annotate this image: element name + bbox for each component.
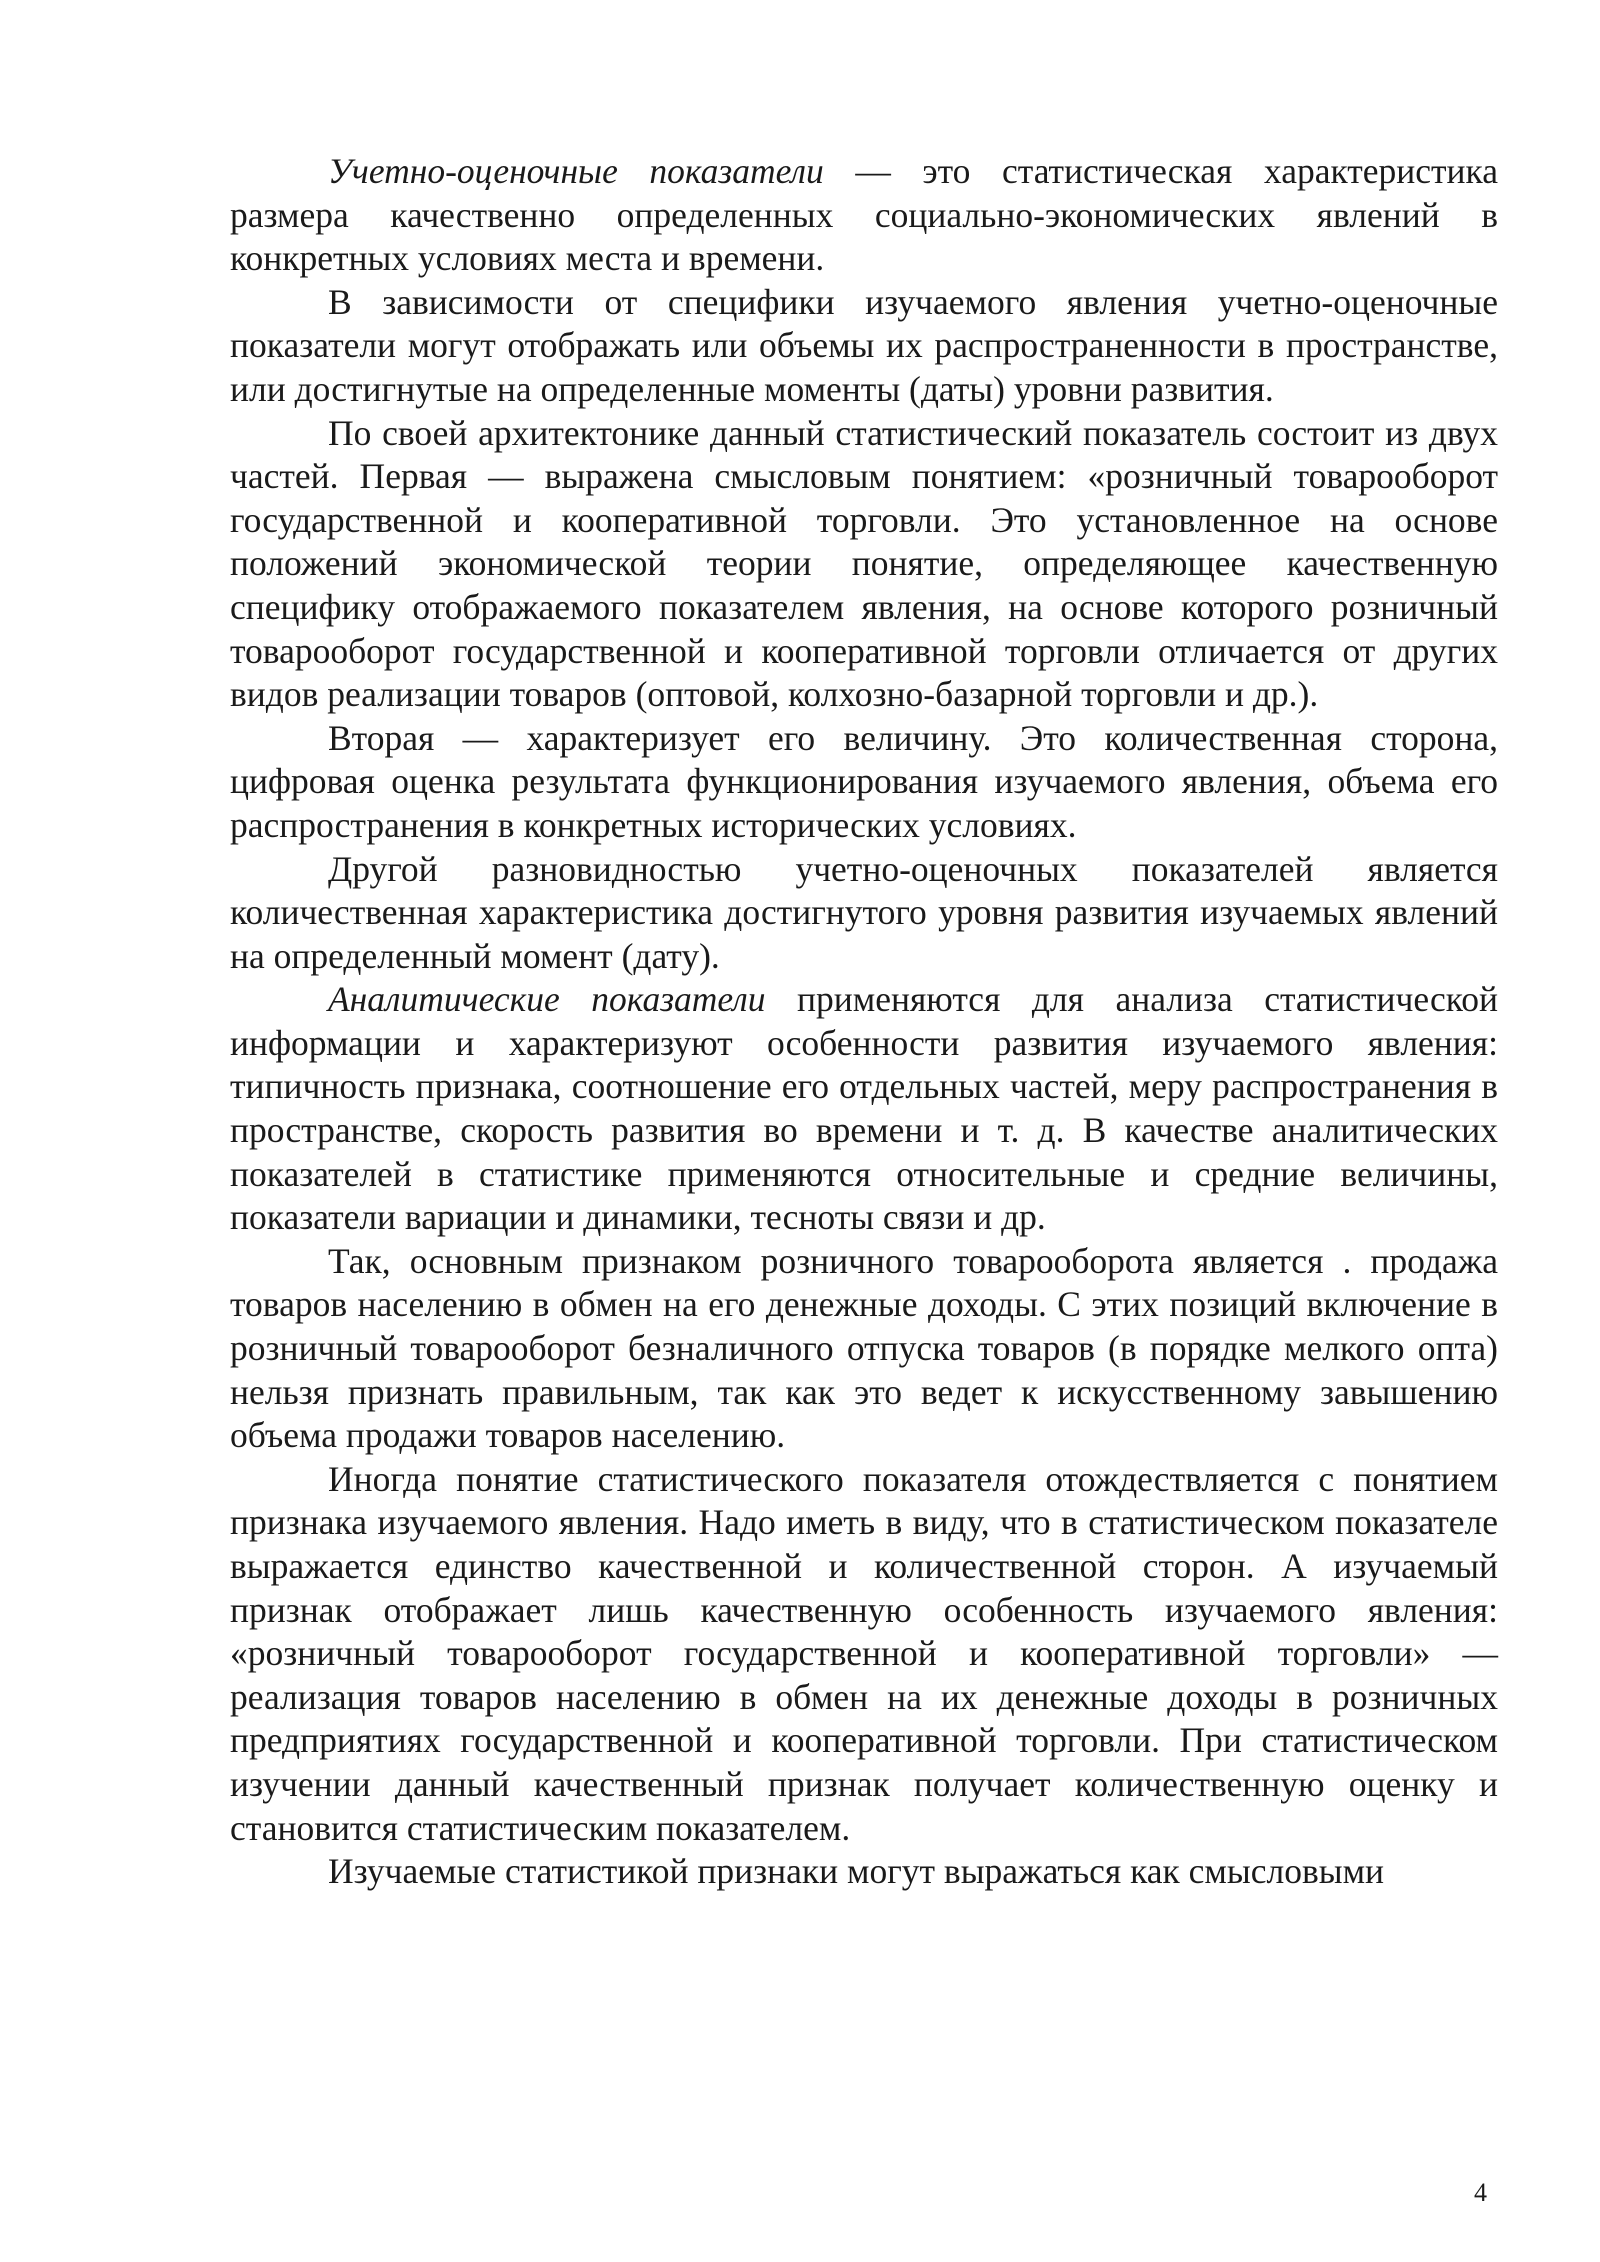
- paragraph-text: — это статистическая характеристика размера качественно определенных социально-экономических явлений в конкретных условиях места и времени.: [230, 151, 1499, 279]
- paragraph-architectonics: [230, 412, 1498, 717]
- paragraph-studied-features: [230, 1850, 1498, 1894]
- paragraph-text: Вторая — характеризует его величину. Это количественная сторона, цифровая оценка результата функционирования изучаемого явления, объема его распространения в конкретных исторических условиях.: [230, 717, 1498, 845]
- term-accounting-indicators: Учетно-оценочные показатели: [328, 151, 824, 191]
- paragraph-accounting-indicators: [230, 150, 1498, 281]
- paragraph-main-feature: [230, 1240, 1498, 1458]
- paragraph-text: Иногда понятие статистического показателя отождествляется с понятием признака изучаемого явления. Надо иметь в виду, что в статистическом показателе выражается единство качественной и количественной сторон. А изучаемый признак отображает лишь качественную особенность изучаемого явления: «розничный товарооборот государственной и кооперативной торговли» — реализация товаров населению в обмен на их денежные доходы в розничных предприятиях государственной и кооперативной торговли. При статистическом изучении данный качественный признак получает количественную оценку и становится статистическим показателем.: [230, 1458, 1498, 1848]
- term-analytical-indicators: Аналитические показатели: [328, 979, 766, 1020]
- paragraph-another-variety: [230, 848, 1498, 979]
- paragraph-second-part: [230, 717, 1498, 848]
- body-text: [230, 150, 1498, 1894]
- paragraph-text: Другой разновидностью учетно-оценочных показателей является количественная характеристика достигнутого уровня развития изучаемых явлений на определенный момент (дату).: [230, 848, 1498, 976]
- paragraph-analytical-indicators: [230, 978, 1498, 1240]
- paragraph-text: Изучаемые статистикой признаки могут выражаться как смысловыми: [328, 1851, 1385, 1892]
- paragraph-dependence: [230, 281, 1498, 412]
- paragraph-text: применяются для анализа статистической информации и характеризуют особенности развития изучаемого явления: типичность признака, соотношение его отдельных частей, меру распространения в пространстве, скорость развития во времени и т. д. В качестве аналитических показателей в статистике применяются относительные и средние величины, показатели вариации и динамики, тесноты связи и др.: [230, 979, 1498, 1238]
- paragraph-text: В зависимости от специфики изучаемого явления учетно-оценочные показатели могут отображать или объемы их распространенности в пространстве, или достигнутые на определенные моменты (даты) уровни развития.: [230, 281, 1498, 409]
- paragraph-concept-identification: [230, 1458, 1498, 1850]
- paragraph-text: Так, основным признаком розничного товарооборота является . продажа товаров населению в обмен на его денежные доходы. С этих позиций включение в розничный товарооборот безналичного отпуска товаров (в порядке мелкого опта) нельзя признать правильным, так как это ведет к искусственному завышению объема продажи товаров населению.: [230, 1240, 1498, 1456]
- page-number: 4: [1474, 2178, 1487, 2207]
- paragraph-text: По своей архитектонике данный статистический показатель состоит из двух частей. Первая — выражена смысловым понятием: «розничный товарооборот государственной и кооперативной торговли. Это установленное на основе положений экономической теории понятие, определяющее качественную специфику отображаемого показателем явления, на основе которого розничный товарооборот государственной и кооперативной торговли отличается от других видов реализации товаров (оптовой, колхозно-базарной торговли и др.).: [230, 412, 1498, 715]
